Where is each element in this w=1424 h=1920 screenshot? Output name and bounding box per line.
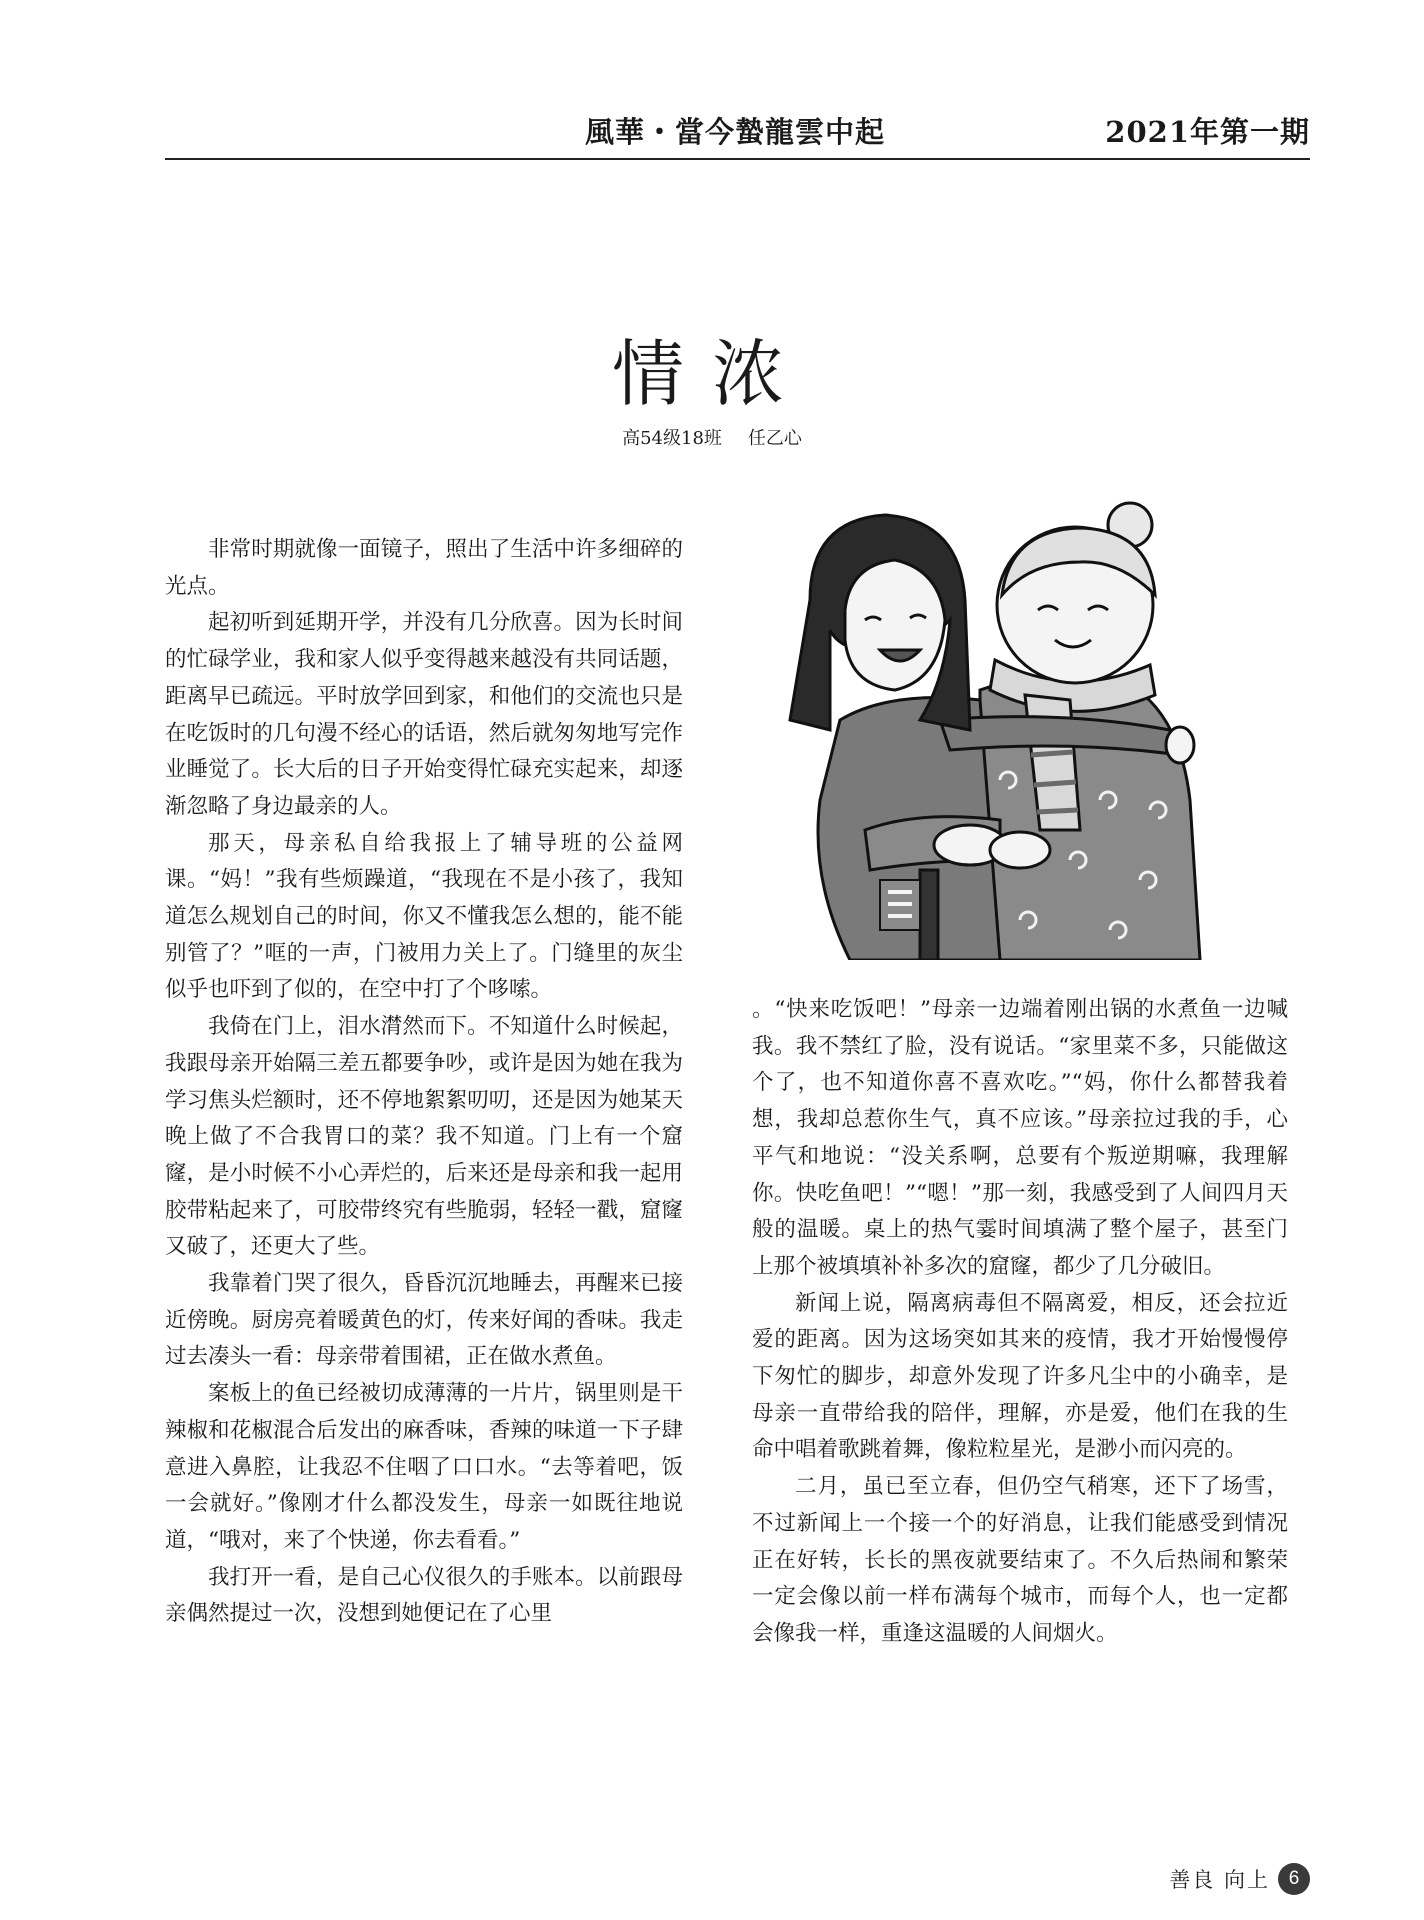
paragraph: 起初听到延期开学，并没有几分欣喜。因为长时间的忙碌学业，我和家人似乎变得越来越没有共同话题，距离早已疏远。平时放学回到家，和他们的交流也只是在吃饭时的几句漫不经心的话语，然后就匆匆地写完作业睡觉了。长大后的日子开始变得忙碌充实起来，却逐渐忽略了身边最亲的人。: [165, 610, 683, 819]
footer-motto: 善良 向上: [1169, 1868, 1270, 1892]
byline: [0, 424, 1424, 450]
left-column: [165, 532, 683, 1633]
paragraph: 案板上的鱼已经被切成薄薄的一片片，锅里则是干辣椒和花椒混合后发出的麻香味，香辣的味道一下子肆意进入鼻腔，让我忍不住咽了口口水。“去等着吧，饭一会就好。”像刚才什么都没发生，母亲一如既往地说道，“哦对，来了个快递，你去看看。”: [165, 1381, 683, 1553]
paragraph: 那天，母亲私自给我报上了辅导班的公益网课。“妈！”我有些烦躁道，“我现在不是小孩了，我知道怎么规划自己的时间，你又不懂我怎么想的，能不能别管了？”哐的一声，门被用力关上了。门缝里的灰尘似乎也吓到了似的，在空中打了个哆嗦。: [165, 830, 683, 1003]
paragraph: 非常时期就像一面镜子，照出了生活中许多细碎的光点。: [165, 537, 683, 599]
paragraph: 。“快来吃饭吧！”母亲一边端着刚出锅的水煮鱼一边喊我。我不禁红了脸，没有说话。“家里菜不多，只能做这个了，也不知道你喜不喜欢吃。”“妈，你什么都替我着想，我却总惹你生气，真不应该。”母亲拉过我的手，心平气和地说：“没关系啊，总要有个叛逆期嘛，我理解你。快吃鱼吧！”“嗯！”那一刻，我感受到了人间四月天般的温暖。桌上的热气霎时间填满了整个屋子，甚至门上那个被填填补补多次的窟窿，都少了几分破旧。: [752, 997, 1288, 1279]
page-header: [165, 110, 1310, 160]
paragraph: 我打开一看，是自己心仪很久的手账本。以前跟母亲偶然提过一次，没想到她便记在了心里: [165, 1564, 683, 1627]
author-name: 任乙心: [747, 428, 802, 449]
paragraph: 新闻上说，隔离病毒但不隔离爱，相反，还会拉近爱的距离。因为这场突如其来的疫情，我才开始慢慢停下匆忙的脚步，却意外发现了许多凡尘中的小确幸，是母亲一直带给我的陪伴，理解，亦是爱，他们在我的生命中唱着歌跳着舞，像粒粒星光，是渺小而闪亮的。: [752, 1290, 1288, 1463]
paragraph: 我倚在门上，泪水潸然而下。不知道什么时候起，我跟母亲开始隔三差五都要争吵，或许是因为她在我为学习焦头烂额时，还不停地絮絮叨叨，还是因为她某天晚上做了不合我胃口的菜？我不知道。门上有一个窟窿，是小时候不小心弄烂的，后来还是母亲和我一起用胶带粘起来了，可胶带终究有些脆弱，轻轻一戳，窟窿又破了，还更大了些。: [165, 1014, 683, 1260]
paragraph: 我靠着门哭了很久，昏昏沉沉地睡去，再醒来已接近傍晚。厨房亮着暖黄色的灯，传来好闻的香味。我走过去凑头一看：母亲带着围裙，正在做水煮鱼。: [165, 1271, 683, 1370]
right-column: [752, 992, 1288, 1653]
page-footer: [1169, 1863, 1310, 1895]
class-label: 高54级18班: [622, 428, 722, 449]
magazine-column-title: 風華・當今蟄龍雲中起: [585, 115, 886, 149]
page-number: 6: [1278, 1863, 1310, 1895]
paragraph: 二月，虽已至立春，但仍空气稍寒，还下了场雪，不过新闻上一个接一个的好消息，让我们能感受到情况正在好转，长长的黑夜就要结束了。不久后热闹和繁荣一定会像以前一样布满每个城市，而每个人，也一定都会像我一样，重逢这温暖的人间烟火。: [752, 1474, 1288, 1646]
issue-label: 2021年第一期: [1105, 115, 1310, 149]
article-title: 情浓: [611, 332, 812, 417]
girl-and-grandmother-illustration: [770, 500, 1240, 960]
